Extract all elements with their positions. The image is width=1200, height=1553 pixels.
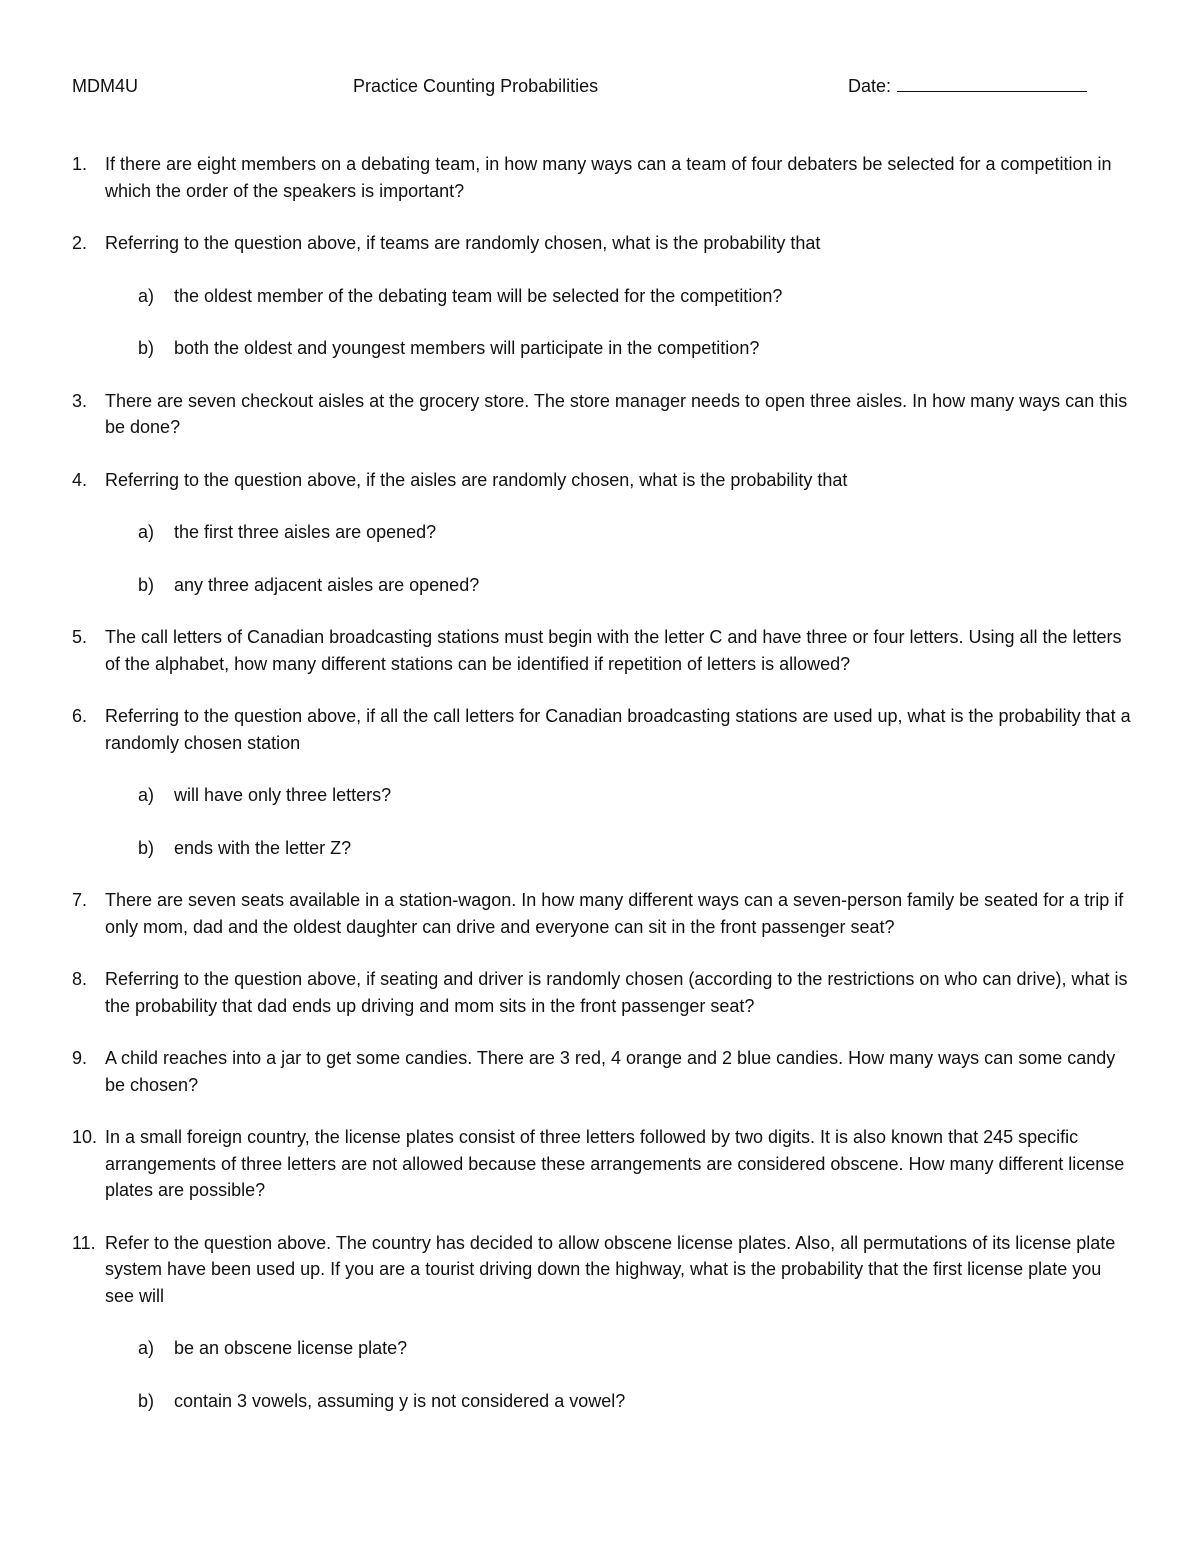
question-number: 11. — [72, 1232, 96, 1253]
question-4-part-a — [105, 519, 1132, 546]
question-8 — [72, 966, 1132, 1019]
part-label: a) — [138, 785, 155, 805]
question-3 — [72, 388, 1132, 441]
part-text: ends with the letter Z? — [174, 837, 352, 858]
question-4-part-b — [105, 572, 1132, 599]
question-2 — [72, 230, 1132, 362]
question-number: 2. — [72, 233, 88, 253]
part-text: will have only three letters? — [174, 785, 392, 805]
part-text: contain 3 vowels, assuming y is not considered a vowel? — [174, 1390, 626, 1411]
part-text: be an obscene license plate? — [174, 1338, 408, 1358]
question-text: Referring to the question above, if teams are randomly chosen, what is the probability that — [105, 233, 821, 253]
question-5 — [72, 624, 1132, 677]
question-4 — [72, 467, 1132, 599]
question-number: 7. — [72, 890, 88, 910]
question-text: Referring to the question above, if all the call letters for Canadian broadcasting stations are used up, what is the probability that a randomly chosen station — [105, 706, 1131, 753]
question-text: In a small foreign country, the license plates consist of three letters followed by two digits. It is also known that 245 specific arrangements of three letters are not allowed because these arrangements are considered obscene. How many different license plates are possible? — [105, 1127, 1125, 1200]
question-2-part-a — [105, 283, 1132, 310]
question-11-part-a — [105, 1335, 1132, 1362]
question-10 — [72, 1124, 1132, 1204]
part-label: b) — [138, 574, 155, 595]
question-11-part-b — [105, 1388, 1132, 1415]
question-text: Referring to the question above, if seating and driver is randomly chosen (according to the restrictions on who can drive), what is the probability that dad ends up driving and mom sits in the front passenger seat? — [105, 969, 1128, 1016]
question-number: 10. — [72, 1127, 98, 1147]
question-6 — [72, 703, 1132, 861]
part-label: a) — [138, 1338, 155, 1358]
question-2-part-b — [105, 335, 1132, 362]
question-text: Referring to the question above, if the aisles are randomly chosen, what is the probability that — [105, 469, 848, 490]
part-label: b) — [138, 837, 155, 858]
question-text: Refer to the question above. The country has decided to allow obscene license plates. Also, all permutations of its license plate system have been used up. If you are a tourist driving down the highway, what is the probability that the first license plate you see will — [105, 1232, 1116, 1306]
part-text: the first three aisles are opened? — [174, 522, 437, 542]
question-number: 9. — [72, 1048, 88, 1068]
date-label: Date: — [848, 76, 892, 96]
page-header — [72, 73, 1132, 99]
question-6-part-b — [105, 835, 1132, 862]
question-text: If there are eight members on a debating team, in how many ways can a team of four debaters be selected for a competition in which the order of the speakers is important? — [105, 154, 1112, 201]
question-number: 4. — [72, 469, 88, 490]
date-field[interactable] — [848, 73, 1087, 100]
date-blank-line[interactable] — [897, 73, 1087, 92]
question-9 — [72, 1045, 1132, 1098]
part-label: b) — [138, 338, 155, 358]
question-number: 8. — [72, 969, 88, 989]
question-number: 3. — [72, 390, 88, 411]
question-number: 6. — [72, 706, 88, 726]
question-7 — [72, 887, 1132, 940]
question-text: There are seven checkout aisles at the grocery store. The store manager needs to open three aisles. In how many ways can this be done? — [105, 390, 1128, 437]
question-1 — [72, 151, 1132, 204]
question-11 — [72, 1230, 1132, 1415]
question-text: There are seven seats available in a station-wagon. In how many different ways can a seven-person family be seated for a trip if only mom, dad and the oldest daughter can drive and everyone can sit in the front passenger seat? — [105, 890, 1124, 937]
part-label: a) — [138, 522, 155, 542]
part-text: both the oldest and youngest members will participate in the competition? — [174, 338, 760, 358]
course-code: MDM4U — [72, 76, 138, 96]
part-label: b) — [138, 1390, 155, 1411]
question-text: The call letters of Canadian broadcasting stations must begin with the letter C and have three or four letters. Using all the letters of the alphabet, how many different stations can be identified if repetition of letters is allowed? — [105, 627, 1122, 674]
part-text: any three adjacent aisles are opened? — [174, 574, 480, 595]
part-label: a) — [138, 285, 155, 306]
question-number: 1. — [72, 154, 88, 174]
question-list — [72, 151, 1132, 1440]
page-title: Practice Counting Probabilities — [353, 76, 599, 96]
question-number: 5. — [72, 627, 88, 647]
question-text: A child reaches into a jar to get some candies. There are 3 red, 4 orange and 2 blue candies. How many ways can some candy be chosen? — [105, 1048, 1116, 1095]
question-6-part-a — [105, 782, 1132, 809]
part-text: the oldest member of the debating team will be selected for the competition? — [174, 285, 783, 306]
